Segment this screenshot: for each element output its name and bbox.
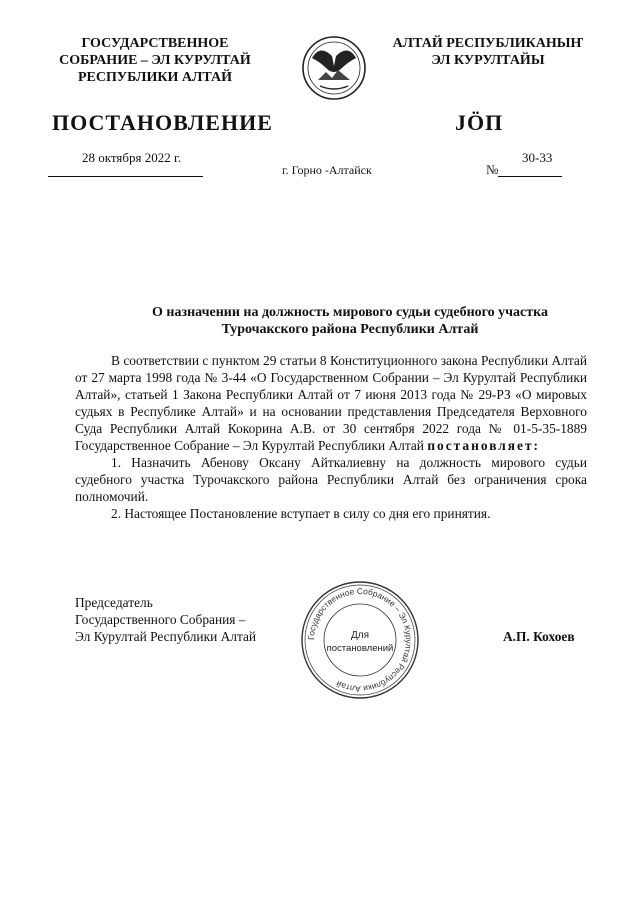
signatory-position	[75, 594, 256, 645]
title-line: Турочакского района Республики Алтай	[221, 322, 479, 337]
issuer-line: ГОСУДАРСТВЕННОЕ	[81, 36, 229, 51]
paragraph-preamble	[75, 352, 587, 454]
stamp-ring-text: Государственное Собрание – Эл Курултай Республики Алтай	[305, 585, 415, 695]
issuer-line: АЛТАЙ РЕСПУБЛИКАНЫҤ	[392, 36, 584, 51]
issuer-line: РЕСПУБЛИКИ АЛТАЙ	[77, 70, 233, 85]
date-underline	[48, 176, 203, 177]
stamp-center-line: постановлений	[326, 643, 394, 654]
document-body	[75, 352, 587, 522]
document-title	[100, 304, 600, 338]
document-city: г. Горно -Алтайск	[282, 163, 372, 177]
title-line: О назначении на должность мирового судьи судебного участка	[152, 305, 548, 320]
issuer-name-russian	[40, 35, 270, 86]
paragraph-item-2: 2. Настоящее Постановление вступает в силу со дня его принятия.	[111, 506, 491, 521]
issuer-line: СОБРАНИЕ – ЭЛ КУРУЛТАЙ	[59, 53, 251, 68]
paragraph-item-1: 1. Назначить Абенову Оксану Айткалиевну на должность мирового судьи судебного участка Турочакского района Республики Алтай без ограничения срока полномочий.	[75, 455, 587, 504]
doc-type-altai: JÖП	[455, 110, 504, 135]
position-line: Председатель	[75, 595, 153, 610]
issuer-line: ЭЛ КУРУЛТАЙЫ	[431, 53, 545, 68]
number-label: №	[486, 162, 499, 177]
position-line: Эл Курултай Республики Алтай	[75, 629, 257, 644]
position-line: Государственного Собрания –	[75, 612, 246, 627]
doc-type-russian: ПОСТАНОВЛЕНИЕ	[52, 110, 273, 135]
document-date: 28 октября 2022 г.	[82, 150, 182, 165]
signatory-name: А.П. Кохоев	[503, 629, 575, 644]
stamp-center-line: Для	[350, 630, 370, 641]
document-number: 30-33	[522, 150, 553, 165]
resolution-keyword: постановляет:	[427, 438, 540, 453]
official-stamp	[298, 578, 422, 702]
number-underline	[498, 176, 562, 177]
emblem-icon	[298, 32, 370, 102]
preamble-text: В соответствии с пунктом 29 статьи 8 Конституционного закона Республики Алтай от 27 марта 1998 года № 3-44 «О Государственном Собрании – Эл Курултай Республики Алтай», статьей 1 Закона Республики Алтай от 7 июня 2013 года № 29-РЗ «О мировых судьях в Республике Алтай» и на основании представления Председателя Верховного Суда Республики Алтай Кокорина А.В. от 30 сентября 2022 года № 01-5-35-1889 Государственное Собрание – Эл Курултай Республики Алтай	[75, 353, 587, 453]
issuer-name-altai	[378, 35, 598, 69]
